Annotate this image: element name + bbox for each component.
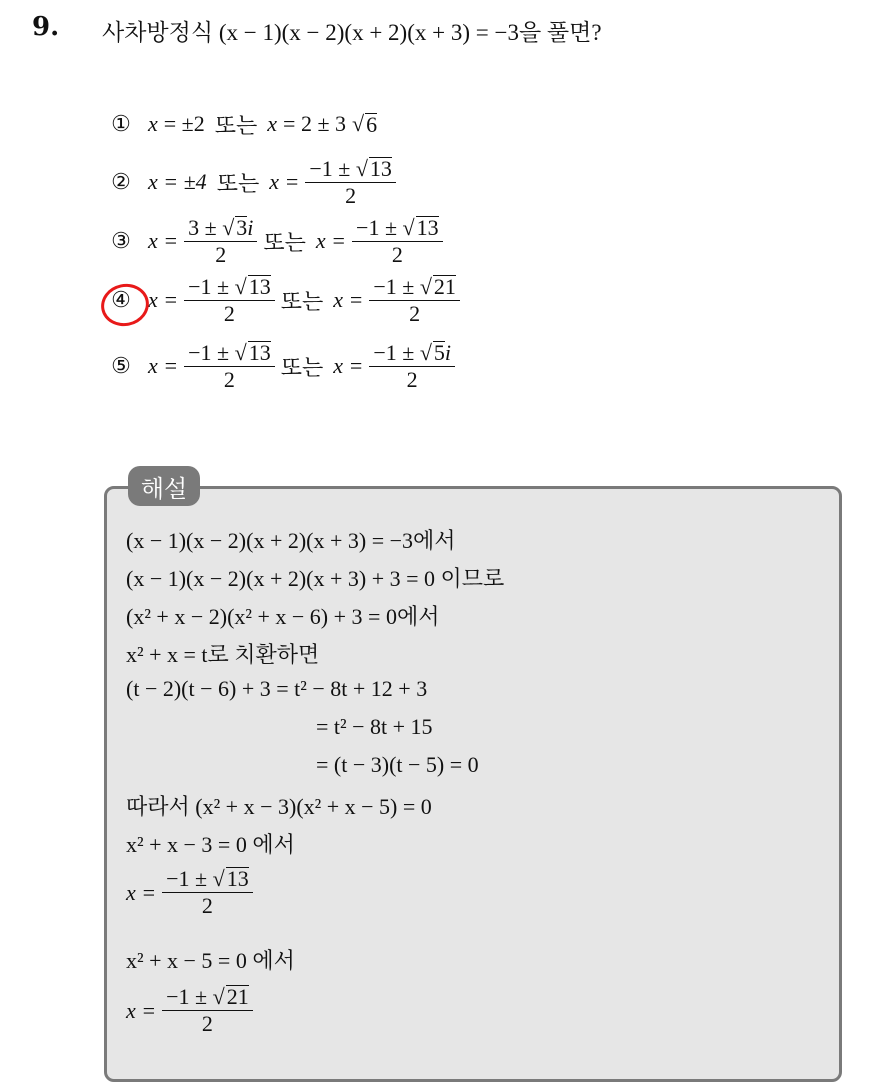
- radicand: 13: [248, 339, 271, 365]
- fraction: $\frac{-1 \pm √21}{2}$: [369, 274, 460, 327]
- choice-number: ③: [111, 228, 131, 253]
- solution-line-11: x² + x − 5 = 0 에서: [126, 948, 295, 973]
- fraction: $\frac{-1 \pm √21}{2}$: [162, 984, 253, 1037]
- solution-line-3: (x² + x − 2)(x² + x − 6) + 3 = 0에서: [126, 604, 440, 629]
- fraction: $\frac{3 \pm √3i}{2}$: [184, 215, 257, 268]
- variable-x: x =: [333, 287, 364, 312]
- numerator-text: −1 ±: [373, 273, 415, 299]
- denominator: 2: [345, 182, 357, 208]
- radicand: 3: [236, 214, 248, 240]
- solution-line-9: x² + x − 3 = 0 에서: [126, 832, 295, 857]
- solution-line-2: (x − 1)(x − 2)(x + 2)(x + 3) + 3 = 0 이므로: [126, 566, 505, 591]
- radicand: 6: [366, 111, 378, 137]
- choice-number: ④: [111, 287, 131, 312]
- solution-line-1: (x − 1)(x − 2)(x + 2)(x + 3) = −3에서: [126, 528, 456, 553]
- denominator: 2: [391, 241, 403, 267]
- fraction: $\frac{-1 \pm √13}{2}$: [162, 866, 253, 919]
- numerator-text: 3 ±: [188, 214, 217, 240]
- denominator: 2: [406, 366, 418, 392]
- denominator: 2: [223, 366, 235, 392]
- radicand: 5: [433, 339, 445, 365]
- choice-number: ②: [111, 169, 131, 194]
- variable-x: x =: [126, 879, 157, 905]
- imag-unit: i: [444, 339, 452, 365]
- choice-4[interactable]: [108, 274, 466, 326]
- or-word: 또는: [280, 288, 324, 314]
- solution-line-4: x² + x = t로 치환하면: [126, 642, 320, 667]
- numerator-text: −1 ±: [166, 866, 208, 891]
- radicand: 21: [226, 984, 249, 1009]
- choice-1[interactable]: [108, 98, 377, 150]
- choice-3[interactable]: [108, 215, 449, 267]
- fraction: $\frac{-1 \pm √13}{2}$: [305, 156, 396, 209]
- radicand: 21: [433, 273, 456, 299]
- numerator-text: −1 ±: [166, 984, 208, 1009]
- variable-x: x =: [148, 228, 179, 253]
- variable-x: x =: [148, 287, 179, 312]
- question-number: 9.: [32, 12, 60, 42]
- solution-tag: 해설: [128, 466, 200, 506]
- numerator-text: −1 ±: [356, 214, 398, 240]
- solution-line-10: [126, 866, 259, 919]
- or-word: 또는: [280, 354, 324, 380]
- numerator-text: −1 ±: [188, 339, 230, 365]
- fraction: $\frac{-1 \pm √13}{2}$: [184, 340, 275, 393]
- variable-x: x =: [315, 228, 347, 253]
- sqrt-symbol: √: [352, 111, 365, 136]
- value-text: = ±2: [163, 111, 205, 136]
- denominator: 2: [201, 893, 213, 918]
- numerator-text: −1 ±: [188, 273, 230, 299]
- choice-5[interactable]: [108, 340, 461, 392]
- solution-line-6: = t² − 8t + 15: [316, 714, 433, 739]
- variable-x: x: [267, 111, 278, 136]
- solution-line-7: = (t − 3)(t − 5) = 0: [316, 752, 479, 777]
- denominator: 2: [409, 300, 421, 326]
- choice-number: ⑤: [111, 353, 131, 378]
- variable-x: x =: [269, 169, 300, 194]
- radicand: 13: [369, 155, 392, 181]
- choice-number: ①: [111, 111, 131, 136]
- choice-2[interactable]: [108, 156, 402, 208]
- imag-unit: i: [247, 214, 254, 240]
- fraction: $\frac{-1 \pm √13}{2}$: [184, 274, 275, 327]
- fraction: $\frac{-1 \pm √13}{2}$: [352, 215, 443, 268]
- value-text: = 2 ± 3: [283, 111, 347, 136]
- or-word: 또는: [263, 229, 306, 255]
- question-text: 사차방정식 (x − 1)(x − 2)(x + 2)(x + 3) = −3을 풀면?: [102, 20, 602, 45]
- solution-line-5: (t − 2)(t − 6) + 3 = t² − 8t + 12 + 3: [126, 676, 428, 701]
- fraction: $\frac{-1 \pm √5i}{2}$: [369, 340, 455, 393]
- variable-x: x =: [126, 997, 157, 1023]
- numerator-text: −1 ±: [309, 155, 351, 181]
- radicand: 13: [248, 273, 271, 299]
- value-text: x = ±4: [148, 169, 207, 194]
- numerator-text: −1 ±: [373, 339, 415, 365]
- variable-x: x =: [333, 353, 364, 378]
- radicand: 13: [226, 866, 249, 891]
- denominator: 2: [223, 300, 235, 326]
- denominator: 2: [201, 1011, 213, 1036]
- or-word: 또는: [216, 170, 260, 196]
- solution-line-8: 따라서 (x² + x − 3)(x² + x − 5) = 0: [126, 794, 432, 819]
- denominator: 2: [215, 241, 227, 267]
- or-word: 또는: [214, 112, 258, 138]
- solution-line-12: [126, 984, 259, 1037]
- radicand: 13: [416, 214, 439, 240]
- variable-x: x =: [148, 353, 179, 378]
- variable-x: x: [148, 111, 158, 136]
